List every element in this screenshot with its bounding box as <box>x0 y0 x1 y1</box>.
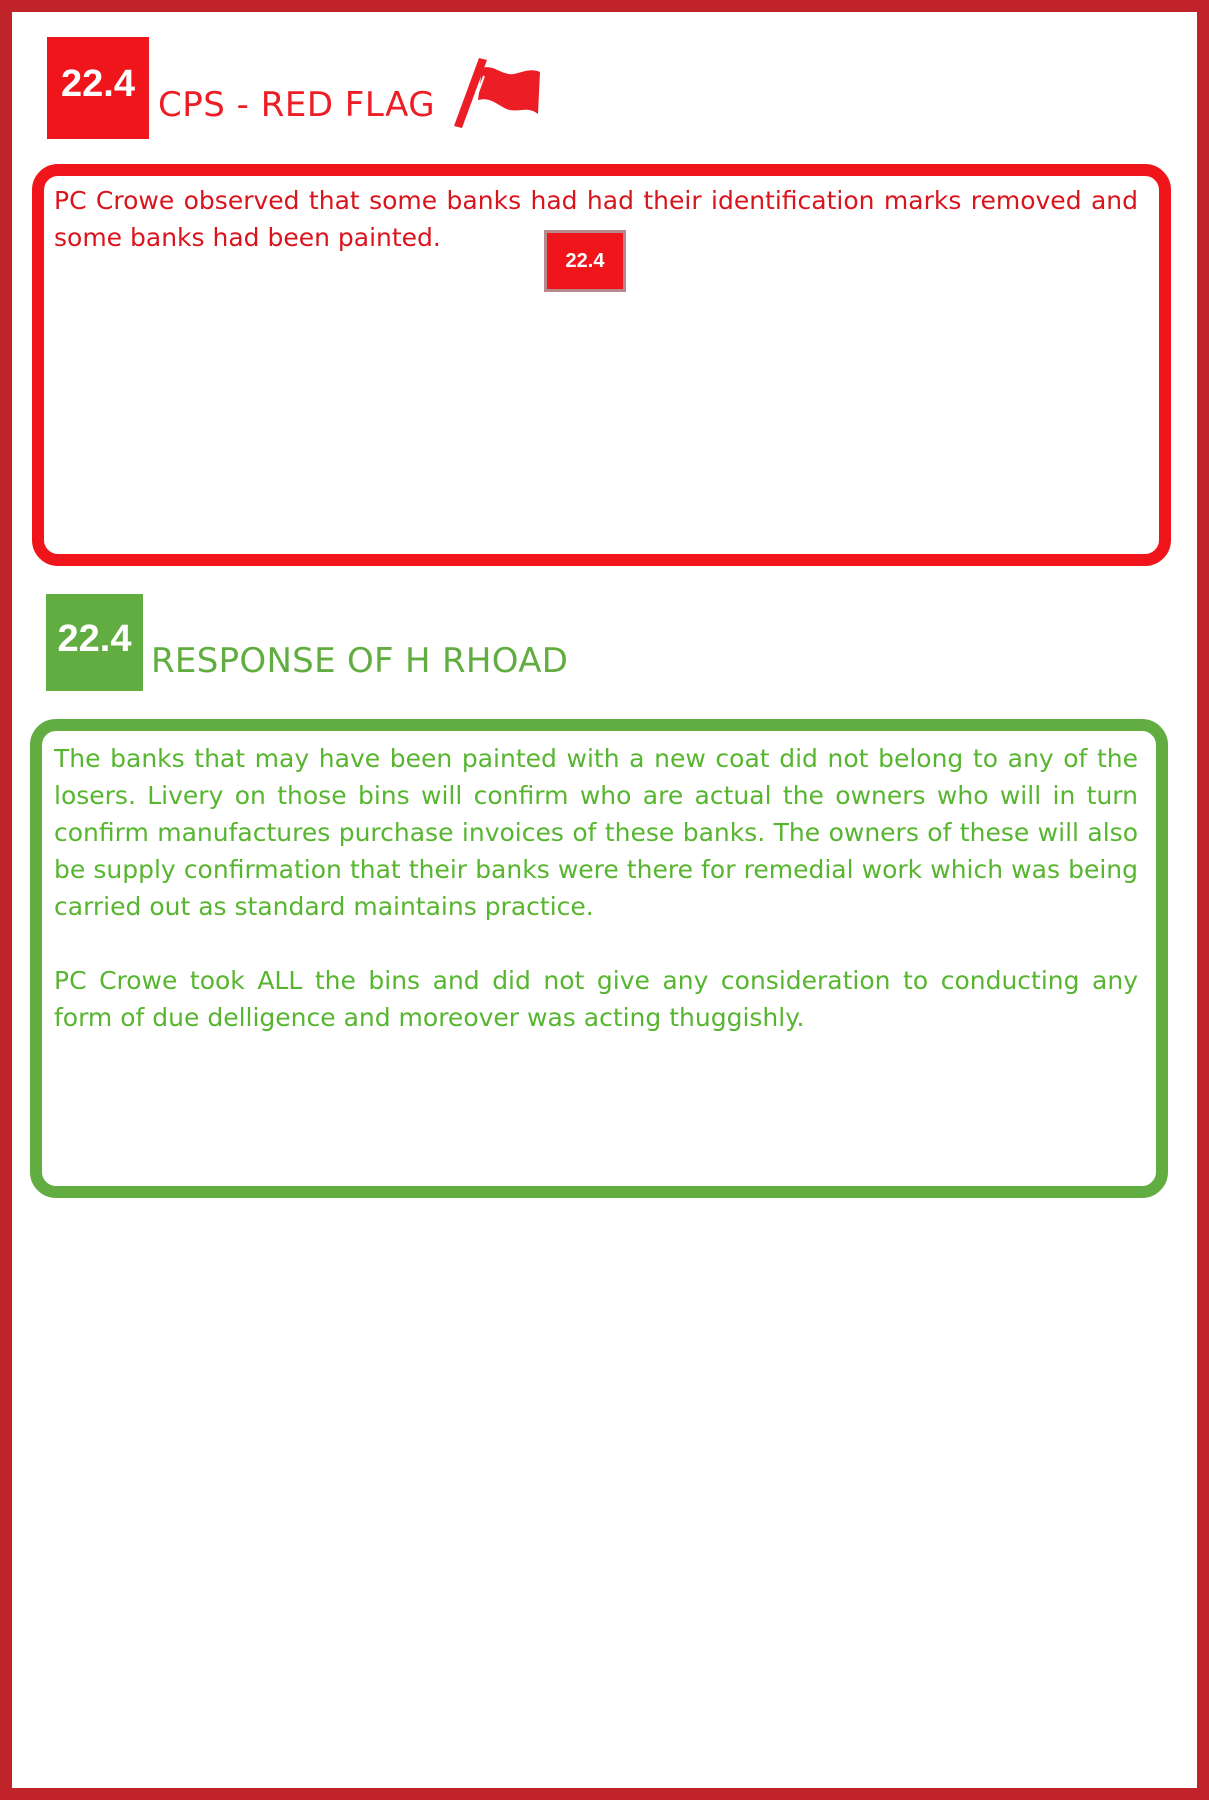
green-section-number: 22.4 <box>46 594 143 691</box>
section-badge: 22.4 <box>544 230 626 292</box>
red-section-number: 22.4 <box>47 37 149 139</box>
red-flag-icon <box>452 56 542 130</box>
response-text <box>54 740 1138 1073</box>
response-paragraph: PC Crowe took ALL the bins and did not give any consideration to conducting any form of due delligence and moreover was acting thuggishly. <box>54 966 1138 1032</box>
response-paragraph: The banks that may have been painted with a new coat did not belong to any of the losers. Livery on those bins will confirm who are actual the owners who will in turn confirm manufactures purchase invoices of these banks. The owners of these will also be supply confirmation that their banks were there for remedial work which was being carried out as standard maintains practice. <box>54 744 1138 921</box>
green-section-title: RESPONSE OF H RHOAD <box>151 641 569 681</box>
red-section-title: CPS - RED FLAG <box>158 85 436 125</box>
red-flag-text: PC Crowe observed that some banks had had their identification marks removed and some banks had been painted. <box>54 186 1138 252</box>
